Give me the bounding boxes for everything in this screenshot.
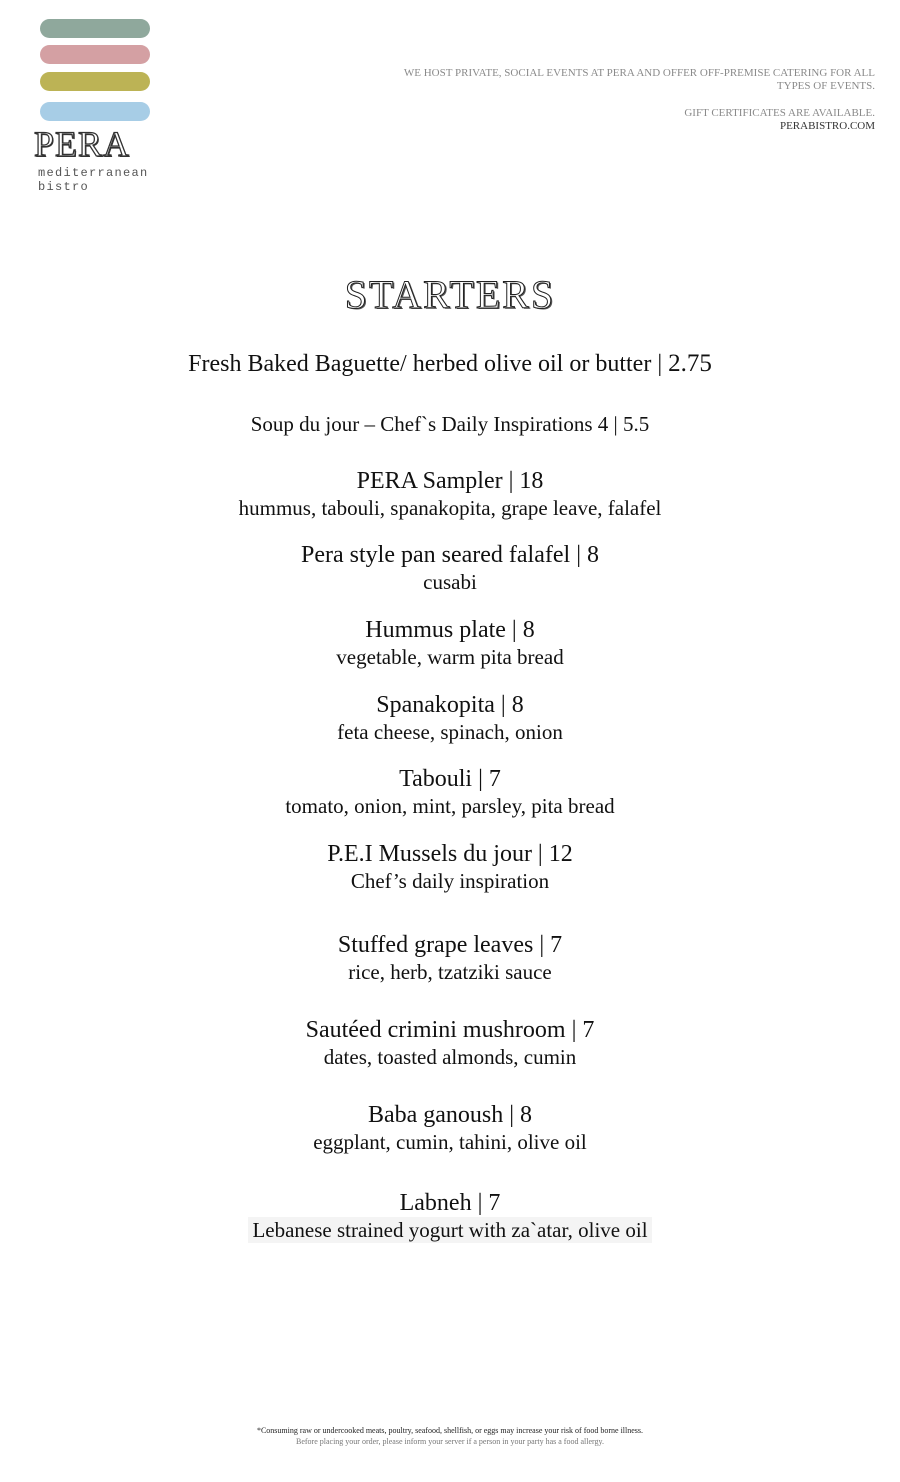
item-description: feta cheese, spinach, onion: [337, 720, 563, 744]
disclaimer-line2: Before placing your order, please inform your server if a person in your party has a food allergy.: [295, 1437, 605, 1446]
item-description: eggplant, cumin, tahini, olive oil: [313, 1130, 587, 1154]
item-name: Pera style pan seared falafel | 8: [301, 542, 599, 568]
header-info: [335, 67, 875, 133]
menu-item-spanakopita: [0, 691, 900, 745]
item-description: cusabi: [423, 570, 477, 594]
item-name: [0, 350, 900, 378]
item-name: Spanakopita | 8: [376, 692, 524, 718]
logo-bar-sage: [40, 19, 150, 38]
logo-bar-olive: [40, 72, 150, 91]
section-title: STARTERS: [344, 272, 556, 317]
spacer: [335, 93, 875, 107]
item-description: Chef’s daily inspiration: [350, 869, 550, 893]
logo-bar-blue: [40, 102, 150, 121]
logo-subtitle-line2: bistro: [38, 180, 90, 194]
item-name: Hummus plate | 8: [365, 617, 535, 643]
events-text-line2: TYPES OF EVENTS.: [776, 80, 875, 92]
item-description: dates, toasted almonds, cumin: [323, 1045, 577, 1069]
item-name: Labneh | 7: [399, 1190, 501, 1216]
menu-item-mussels: [0, 840, 900, 894]
events-text-line1: WE HOST PRIVATE, SOCIAL EVENTS AT PERA AND OFFER OFF-PREMISE CATERING FOR ALL: [403, 67, 875, 79]
item-name: Sautéed crimini mushroom | 7: [305, 1017, 595, 1043]
menu-item-sampler: [0, 467, 900, 521]
item-description: Lebanese strained yogurt with za`atar, olive oil: [248, 1217, 651, 1243]
item-name: Tabouli | 7: [399, 766, 501, 792]
disclaimer-line1: *Consuming raw or undercooked meats, poultry, seafood, shellfish, or eggs may increase your risk of food borne illness.: [256, 1426, 644, 1435]
menu-item-hummus: [0, 616, 900, 670]
menu-item-tabouli: [0, 765, 900, 819]
allergy-disclaimer: [0, 1425, 900, 1447]
item-name: P.E.I Mussels du jour | 12: [327, 841, 573, 867]
menu-item-falafel: [0, 541, 900, 595]
item-price: 2.75: [668, 350, 712, 377]
item-name-text: Fresh Baked Baguette/ herbed olive oil or butter |: [188, 351, 669, 377]
logo-subtitle: [38, 166, 149, 194]
logo-bar-rose: [40, 45, 150, 64]
item-name: PERA Sampler | 18: [356, 468, 544, 494]
item-description: vegetable, warm pita bread: [336, 645, 564, 669]
item-name: Soup du jour – Chef`s Daily Inspirations 4 | 5.5: [250, 412, 650, 436]
logo-subtitle-line1: mediterranean: [38, 166, 149, 180]
menu-item-labneh: [0, 1189, 900, 1243]
menu-item-grape-leaves: [0, 931, 900, 985]
item-description: tomato, onion, mint, parsley, pita bread: [285, 794, 615, 818]
menu-item-soup: [0, 410, 900, 438]
item-description: hummus, tabouli, spanakopita, grape leave, falafel: [238, 496, 662, 520]
item-name: Baba ganoush | 8: [367, 1102, 533, 1128]
item-name: Stuffed grape leaves | 7: [337, 932, 563, 958]
menu-item-mushroom: [0, 1016, 900, 1070]
menu-item-baba-ganoush: [0, 1101, 900, 1155]
website-link[interactable]: PERABISTRO.COM: [779, 120, 875, 132]
logo-wordmark: PERA: [34, 124, 131, 164]
item-description: rice, herb, tzatziki sauce: [348, 960, 552, 984]
gift-certificates-text: GIFT CERTIFICATES ARE AVAILABLE.: [684, 107, 875, 119]
menu-item-baguette: [0, 350, 900, 378]
